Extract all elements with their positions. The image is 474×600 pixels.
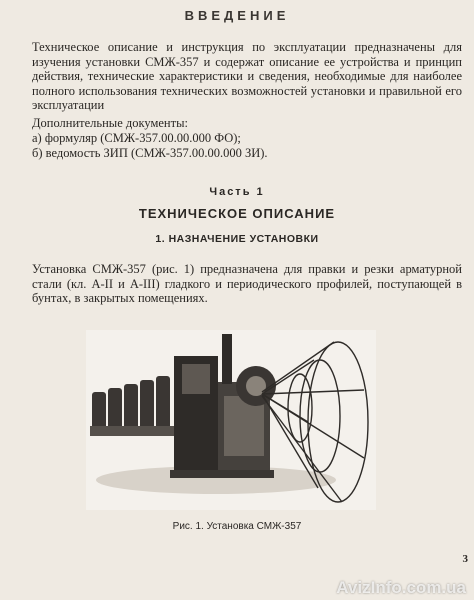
machine-photo bbox=[86, 330, 376, 510]
doc-item-formular: а) формуляр (СМЖ-357.00.00.000 ФО); bbox=[32, 131, 241, 145]
section-title: 1. НАЗНАЧЕНИЕ УСТАНОВКИ bbox=[155, 233, 319, 245]
part-label: Часть 1 bbox=[209, 186, 265, 198]
intro-paragraph: Техническое описание и инструкция по эксплуатации предназначены для изучения установки СМЖ-357 и содержат описание ее устройства и принцип действия, технические характеристики и сведения, необходимые для наиболее полного использования технических возможностей установки и правильной его эксплуатации bbox=[32, 40, 462, 112]
watermark: AvizInfo.com.ua bbox=[336, 578, 466, 597]
page-number: 3 bbox=[462, 553, 468, 565]
figure-caption: Рис. 1. Установка СМЖ-357 bbox=[172, 521, 302, 532]
page-heading: ВВЕДЕНИЕ bbox=[184, 8, 290, 23]
doc-item-zip: б) ведомость ЗИП (СМЖ-357.00.00.000 ЗИ). bbox=[32, 146, 268, 160]
part-title: ТЕХНИЧЕСКОЕ ОПИСАНИЕ bbox=[138, 206, 336, 221]
body-paragraph: Установка СМЖ-357 (рис. 1) предназначена для правки и резки арматурной стали (кл. А-II и А-III) гладкого и периодического профилей, поступающей в бунтах, в закрытых помещениях. bbox=[32, 262, 462, 305]
docs-label: Дополнительные документы: bbox=[32, 116, 188, 130]
